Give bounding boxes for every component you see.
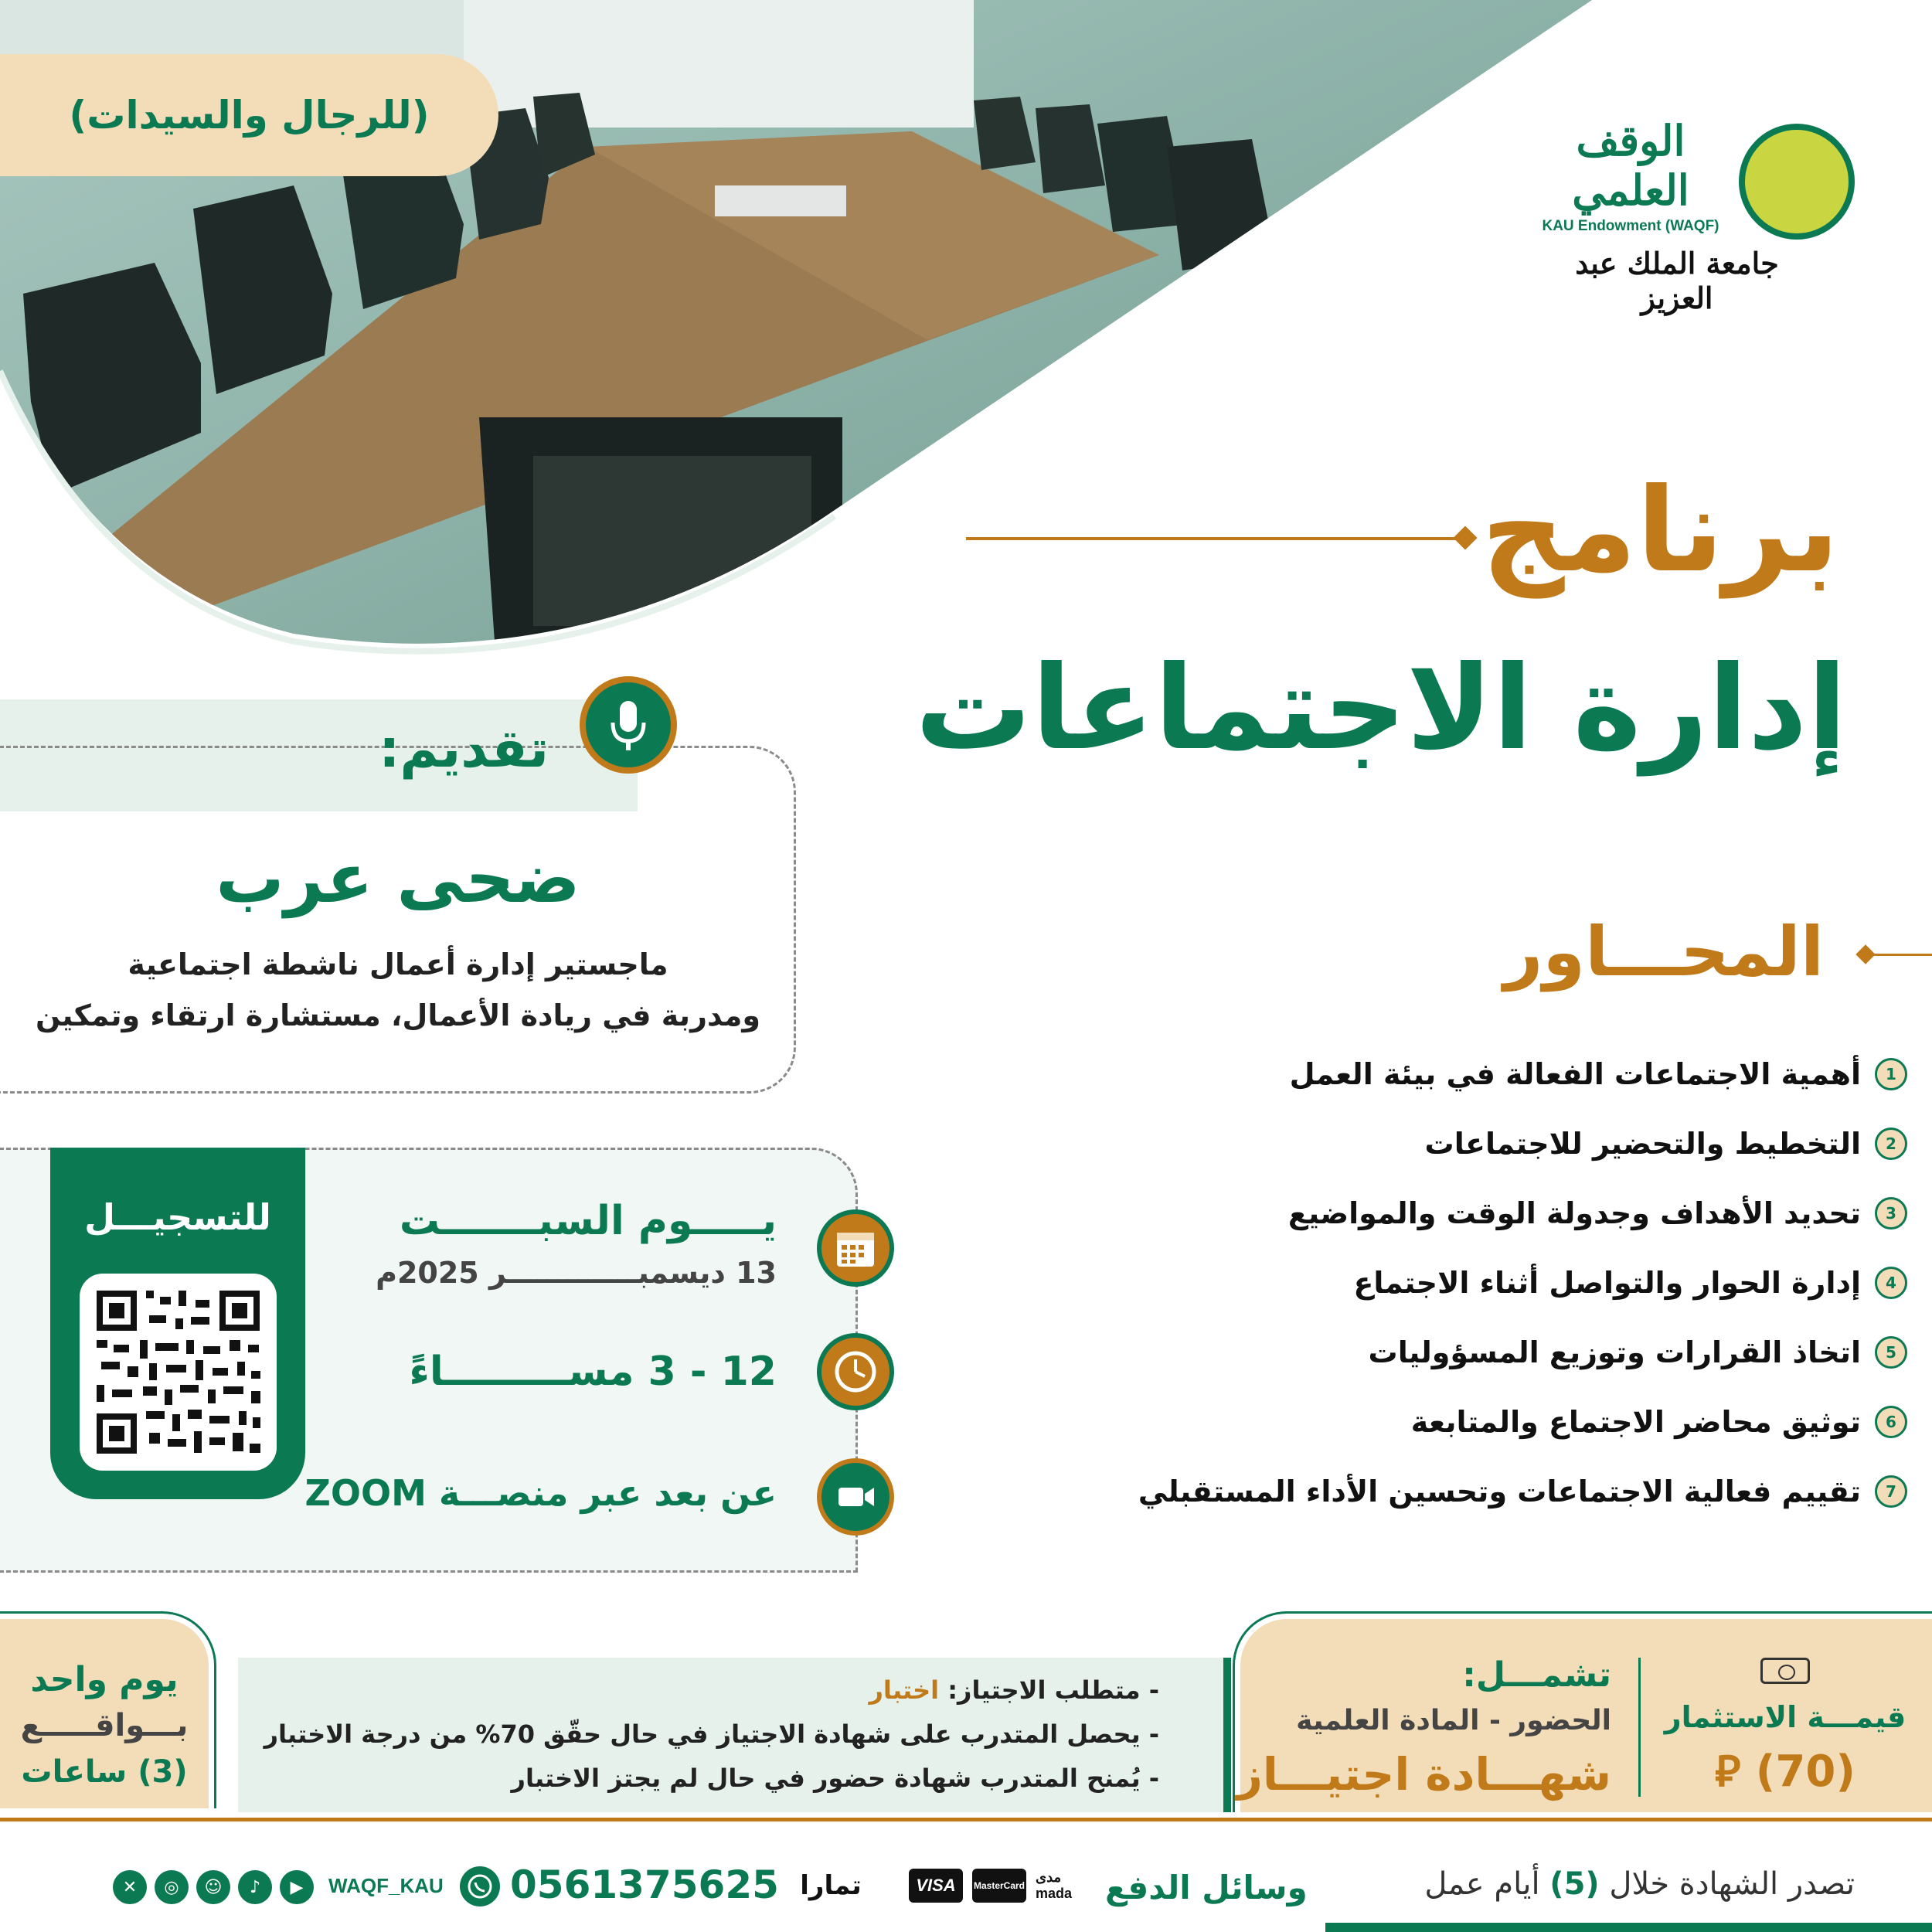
logo-name-english: KAU Endowment (WAQF) — [1542, 218, 1719, 234]
logo-university-name: جامعة الملك عبد العزيز — [1575, 246, 1779, 315]
tamara-logo: تمارا — [800, 1870, 862, 1901]
duration-by: بـــواقـــــع — [20, 1708, 189, 1743]
issue-text-post: أيام عمل — [1424, 1866, 1550, 1902]
audience-badge — [0, 54, 498, 176]
includes-certificate: شهـــادة اجتيـــاز — [1236, 1748, 1611, 1801]
list-item-number: 1 — [1875, 1058, 1907, 1090]
event-date: 13 ديسمبـــــــــــــر 2025م — [376, 1256, 777, 1290]
logo-name-arabic: الوقف العلمي — [1572, 116, 1689, 215]
includes-items: الحضور - المادة العلمية — [1296, 1705, 1611, 1736]
youtube-icon[interactable]: ▶ — [280, 1870, 314, 1904]
list-item-number: 5 — [1875, 1336, 1907, 1369]
requirement-value: اختبار — [869, 1675, 940, 1705]
x-icon[interactable]: ✕ — [113, 1870, 147, 1904]
axes-heading: المحـــاور — [1503, 912, 1824, 992]
registration-label: للتسجيـــل — [84, 1196, 271, 1238]
list-item-text: أهمية الاجتماعات الفعالة في بيئة العمل — [1289, 1057, 1861, 1091]
mada-logo: مدى mada — [1036, 1869, 1073, 1901]
price-label: قيمـــة الاستثمار — [1664, 1700, 1906, 1734]
list-item-text: اتخاذ القرارات وتوزيع المسؤوليات — [1368, 1335, 1861, 1369]
includes-label: تشمـــل: — [1462, 1655, 1611, 1695]
certificate-issue-note — [1424, 1866, 1855, 1902]
instagram-icon[interactable]: ◎ — [155, 1870, 189, 1904]
list-item-number: 7 — [1875, 1475, 1907, 1508]
video-camera-icon — [817, 1458, 894, 1536]
price-value: (70) ⃁ — [1715, 1747, 1855, 1797]
presenter-name: ضحى عرب — [216, 838, 580, 918]
presenter-desc-line: ماجستير إدارة أعمال ناشطة اجتماعية — [128, 947, 668, 981]
axes-decor-line — [1870, 954, 1932, 956]
page-title: إدارة الاجتماعات — [915, 641, 1847, 776]
audience-text: (للرجال والسيدات) — [69, 93, 430, 138]
list-item-number: 6 — [1875, 1406, 1907, 1438]
list-item — [980, 1387, 1907, 1457]
list-item — [980, 1248, 1907, 1318]
presenter-description — [0, 939, 796, 1041]
title-decor-line — [966, 537, 1461, 540]
microphone-icon — [580, 676, 677, 774]
registration-qr-code[interactable] — [80, 1274, 277, 1471]
snapchat-icon[interactable]: ☺ — [196, 1870, 230, 1904]
payment-label: وسائل الدفع — [1105, 1869, 1308, 1906]
footer-accent-bar — [1325, 1923, 1932, 1932]
duration-days: يوم واحد — [30, 1660, 179, 1699]
list-item — [980, 1039, 1907, 1109]
list-item-text: التخطيط والتحضير للاجتماعات — [1424, 1127, 1861, 1161]
phone-number[interactable]: 0561375625 — [510, 1862, 779, 1907]
calendar-icon — [817, 1209, 894, 1287]
event-platform: عن بعد عبر منصـــة ZOOM — [304, 1472, 777, 1514]
money-icon — [1760, 1658, 1810, 1684]
list-item-text: إدارة الحوار والتواصل أثناء الاجتماع — [1353, 1266, 1861, 1300]
mastercard-logo: MasterCard — [972, 1869, 1026, 1903]
list-item-number: 4 — [1875, 1267, 1907, 1299]
event-time: 12 - 3 مســـــــــاءً — [409, 1349, 777, 1395]
requirement-line: - يُمنح المتدرب شهادة حضور في حال لم يجتز الاختبار — [511, 1764, 1159, 1793]
event-day: يـــــوم السبـــــــت — [399, 1198, 777, 1244]
requirement-line — [869, 1675, 1160, 1705]
clock-icon — [817, 1333, 894, 1410]
list-item-text: توثيق محاضر الاجتماع والمتابعة — [1410, 1405, 1861, 1439]
list-item-number: 2 — [1875, 1128, 1907, 1160]
presenter-box — [0, 746, 796, 1094]
requirement-label: - متطلب الاجتياز: — [939, 1675, 1159, 1705]
list-item — [980, 1179, 1907, 1248]
visa-logo: VISA — [909, 1869, 963, 1903]
price-divider — [1638, 1658, 1641, 1797]
issue-text-pre: تصدر الشهادة خلال — [1599, 1866, 1855, 1902]
presenter-label: تقديم: — [379, 719, 549, 780]
list-item-text: تحديد الأهداف وجدولة الوقت والمواضيع — [1287, 1196, 1861, 1230]
title-prefix: برنامج — [1481, 464, 1839, 598]
presenter-desc-line: ومدربة في ريادة الأعمال، مستشارة ارتقاء وتمكين — [35, 998, 761, 1032]
list-item — [980, 1109, 1907, 1179]
list-item-text: تقييم فعالية الاجتماعات وتحسين الأداء المستقبلي — [1138, 1475, 1861, 1509]
issue-days: (5) — [1549, 1866, 1600, 1902]
whatsapp-icon[interactable] — [460, 1866, 500, 1906]
waqf-logo-emblem — [1739, 124, 1855, 240]
social-handle[interactable]: WAQF_KAU — [328, 1874, 444, 1897]
list-item — [980, 1457, 1907, 1526]
duration-hours: (3) ساعات — [21, 1754, 188, 1790]
axes-list — [980, 1039, 1907, 1526]
requirement-line: - يحصل المتدرب على شهادة الاجتياز في حال حقّق 70% من درجة الاختبار — [264, 1719, 1159, 1749]
list-item — [980, 1318, 1907, 1387]
list-item-number: 3 — [1875, 1197, 1907, 1230]
tiktok-icon[interactable]: ♪ — [238, 1870, 272, 1904]
divider — [0, 1818, 1932, 1821]
